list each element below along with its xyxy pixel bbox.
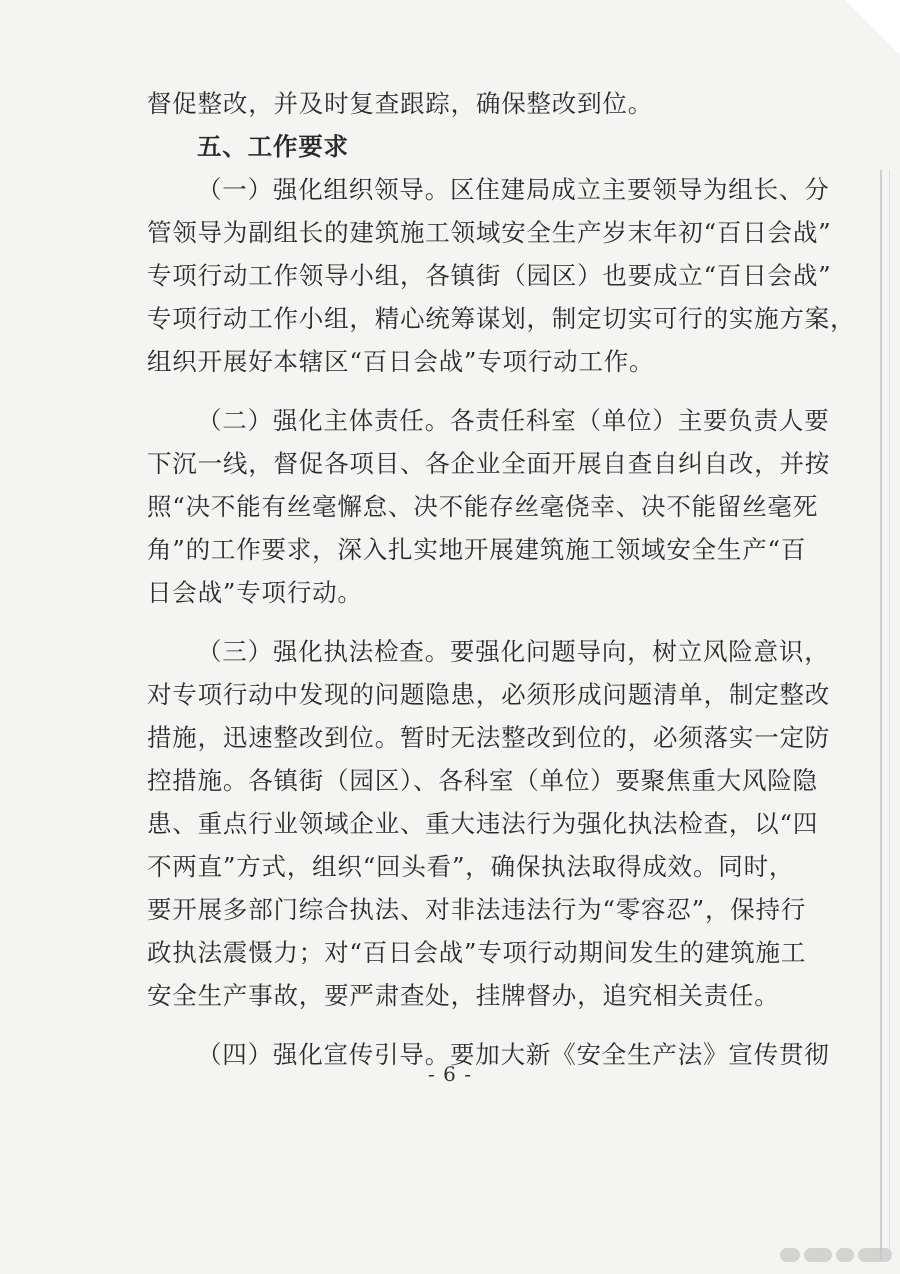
document-body xyxy=(147,82,856,1076)
paragraph-gap xyxy=(147,1017,787,1033)
text-line: 政执法震慑力；对“百日会战”专项行动期间发生的建筑施工 xyxy=(147,938,807,967)
text-line: （一）强化组织领导。区住建局成立主要领导为组长、分 xyxy=(197,175,830,204)
page-edge-shadow-secondary xyxy=(889,170,890,1260)
watermark-logo xyxy=(742,1244,892,1266)
text-line: 下沉一线，督促各项目、各企业全面开展自查自纠自改，并按 xyxy=(147,449,831,478)
text-line: 对专项行动中发现的问题隐患，必须形成问题清单，制定整改 xyxy=(147,680,831,709)
text-line: （四）强化宣传引导。要加大新《安全生产法》宣传贯彻 xyxy=(197,1040,830,1069)
text-line: 照“决不能有丝毫懈怠、决不能存丝毫侥幸、决不能留丝毫死 xyxy=(147,492,819,521)
page-edge-shadow xyxy=(880,170,882,1260)
text-line: 专项行动工作小组，精心统筹谋划，制定切实可行的实施方案， xyxy=(147,304,856,333)
text-line: 安全生产事故，要严肃查处，挂牌督办，追究相关责任。 xyxy=(147,981,780,1010)
text-line: 控措施。各镇街（园区）、各科室（单位）要聚焦重大风险隐 xyxy=(147,766,818,795)
text-line: 措施，迅速整改到位。暂时无法整改到位的，必须落实一定防 xyxy=(147,723,831,752)
page-number: - 6 - xyxy=(428,1062,472,1086)
text-line: 要开展多部门综合执法、对非法违法行为“零容忍”，保持行 xyxy=(147,895,807,924)
text-line: 专项行动工作领导小组，各镇街（园区）也要成立“百日会战” xyxy=(147,261,832,290)
paragraph-gap xyxy=(147,383,787,399)
text-line: 组织开展好本辖区“百日会战”专项行动工作。 xyxy=(147,347,655,376)
text-line: 日会战”专项行动。 xyxy=(147,578,363,607)
text-line: 管领导为副组长的建筑施工领域安全生产岁末年初“百日会战” xyxy=(147,218,832,247)
text-line: 督促整改，并及时复查跟踪，确保整改到位。 xyxy=(147,89,653,118)
section-heading: 五、工作要求 xyxy=(197,132,349,161)
text-line: 患、重点行业领域企业、重大违法行为强化执法检查，以“四 xyxy=(147,809,819,838)
page-corner-fold xyxy=(845,0,900,55)
paragraph-gap xyxy=(147,614,787,630)
text-line: 不两直”方式，组织“回头看”，确保执法取得成效。同时， xyxy=(147,852,795,881)
text-line: （三）强化执法检查。要强化问题导向，树立风险意识， xyxy=(197,637,830,666)
text-line: （二）强化主体责任。各责任科室（单位）主要负责人要 xyxy=(197,406,830,435)
text-line: 角”的工作要求，深入扎实地开展建筑施工领域安全生产“百 xyxy=(147,535,807,564)
